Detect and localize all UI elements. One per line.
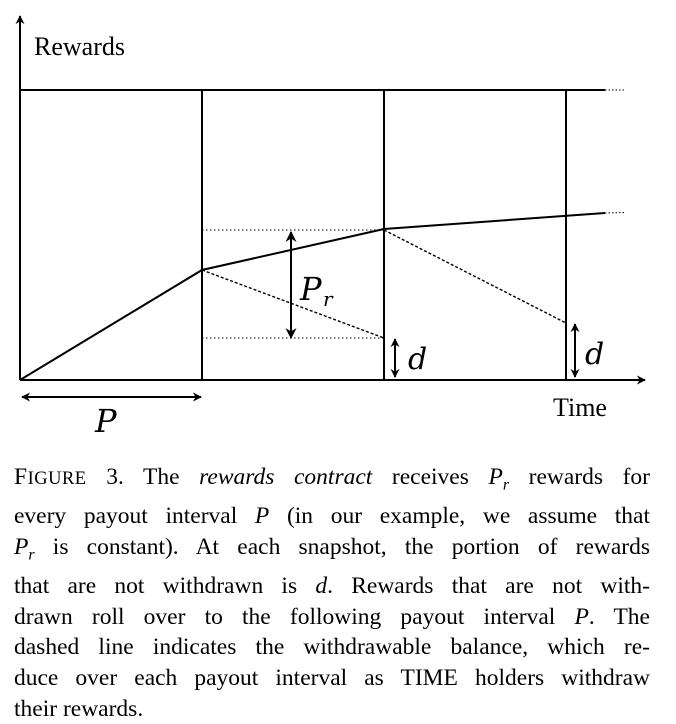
caption-line-2: every payout interval P (in our example, we assume that: [14, 503, 650, 530]
caption-line-8: their rewards.: [14, 695, 144, 722]
payout-interval-label: P: [95, 402, 117, 440]
figure-label-rest: IGURE: [27, 469, 87, 489]
caption-line-1: FIGURE 3. The rewards contract receives $P_r$ rewards for: [14, 464, 651, 494]
caption-line-7: duce over each payout interval as TIME holders withdraw: [14, 664, 650, 691]
figure-caption: [14, 462, 650, 724]
rewards-per-interval-label: P: [300, 270, 322, 308]
caption-line-4: that are not withdrawn is d. Rewards that are not with-: [14, 573, 650, 600]
figure-number: 3.: [106, 464, 124, 490]
withdrawable-line-1: [202, 270, 384, 338]
caption-line-5: drawn roll over to the following payout interval P. The: [14, 603, 650, 630]
not-withdrawn-label-1: d: [408, 342, 428, 377]
not-withdrawn-label-2: d: [585, 337, 605, 372]
figure-label-first: F: [14, 464, 28, 490]
cumulative-rewards-continuation: [605, 213, 625, 214]
x-axis-title: Time: [553, 393, 607, 422]
caption-line-6: dashed line indicates the withdrawable balance, which re-: [14, 634, 650, 661]
y-axis-title: Rewards: [34, 32, 125, 61]
rewards-per-interval-subscript: r: [323, 287, 333, 311]
caption-line-3: $P_r$ is constant). At each snapshot, the portion of rewards: [14, 533, 650, 564]
withdrawable-line-2: [384, 230, 566, 323]
